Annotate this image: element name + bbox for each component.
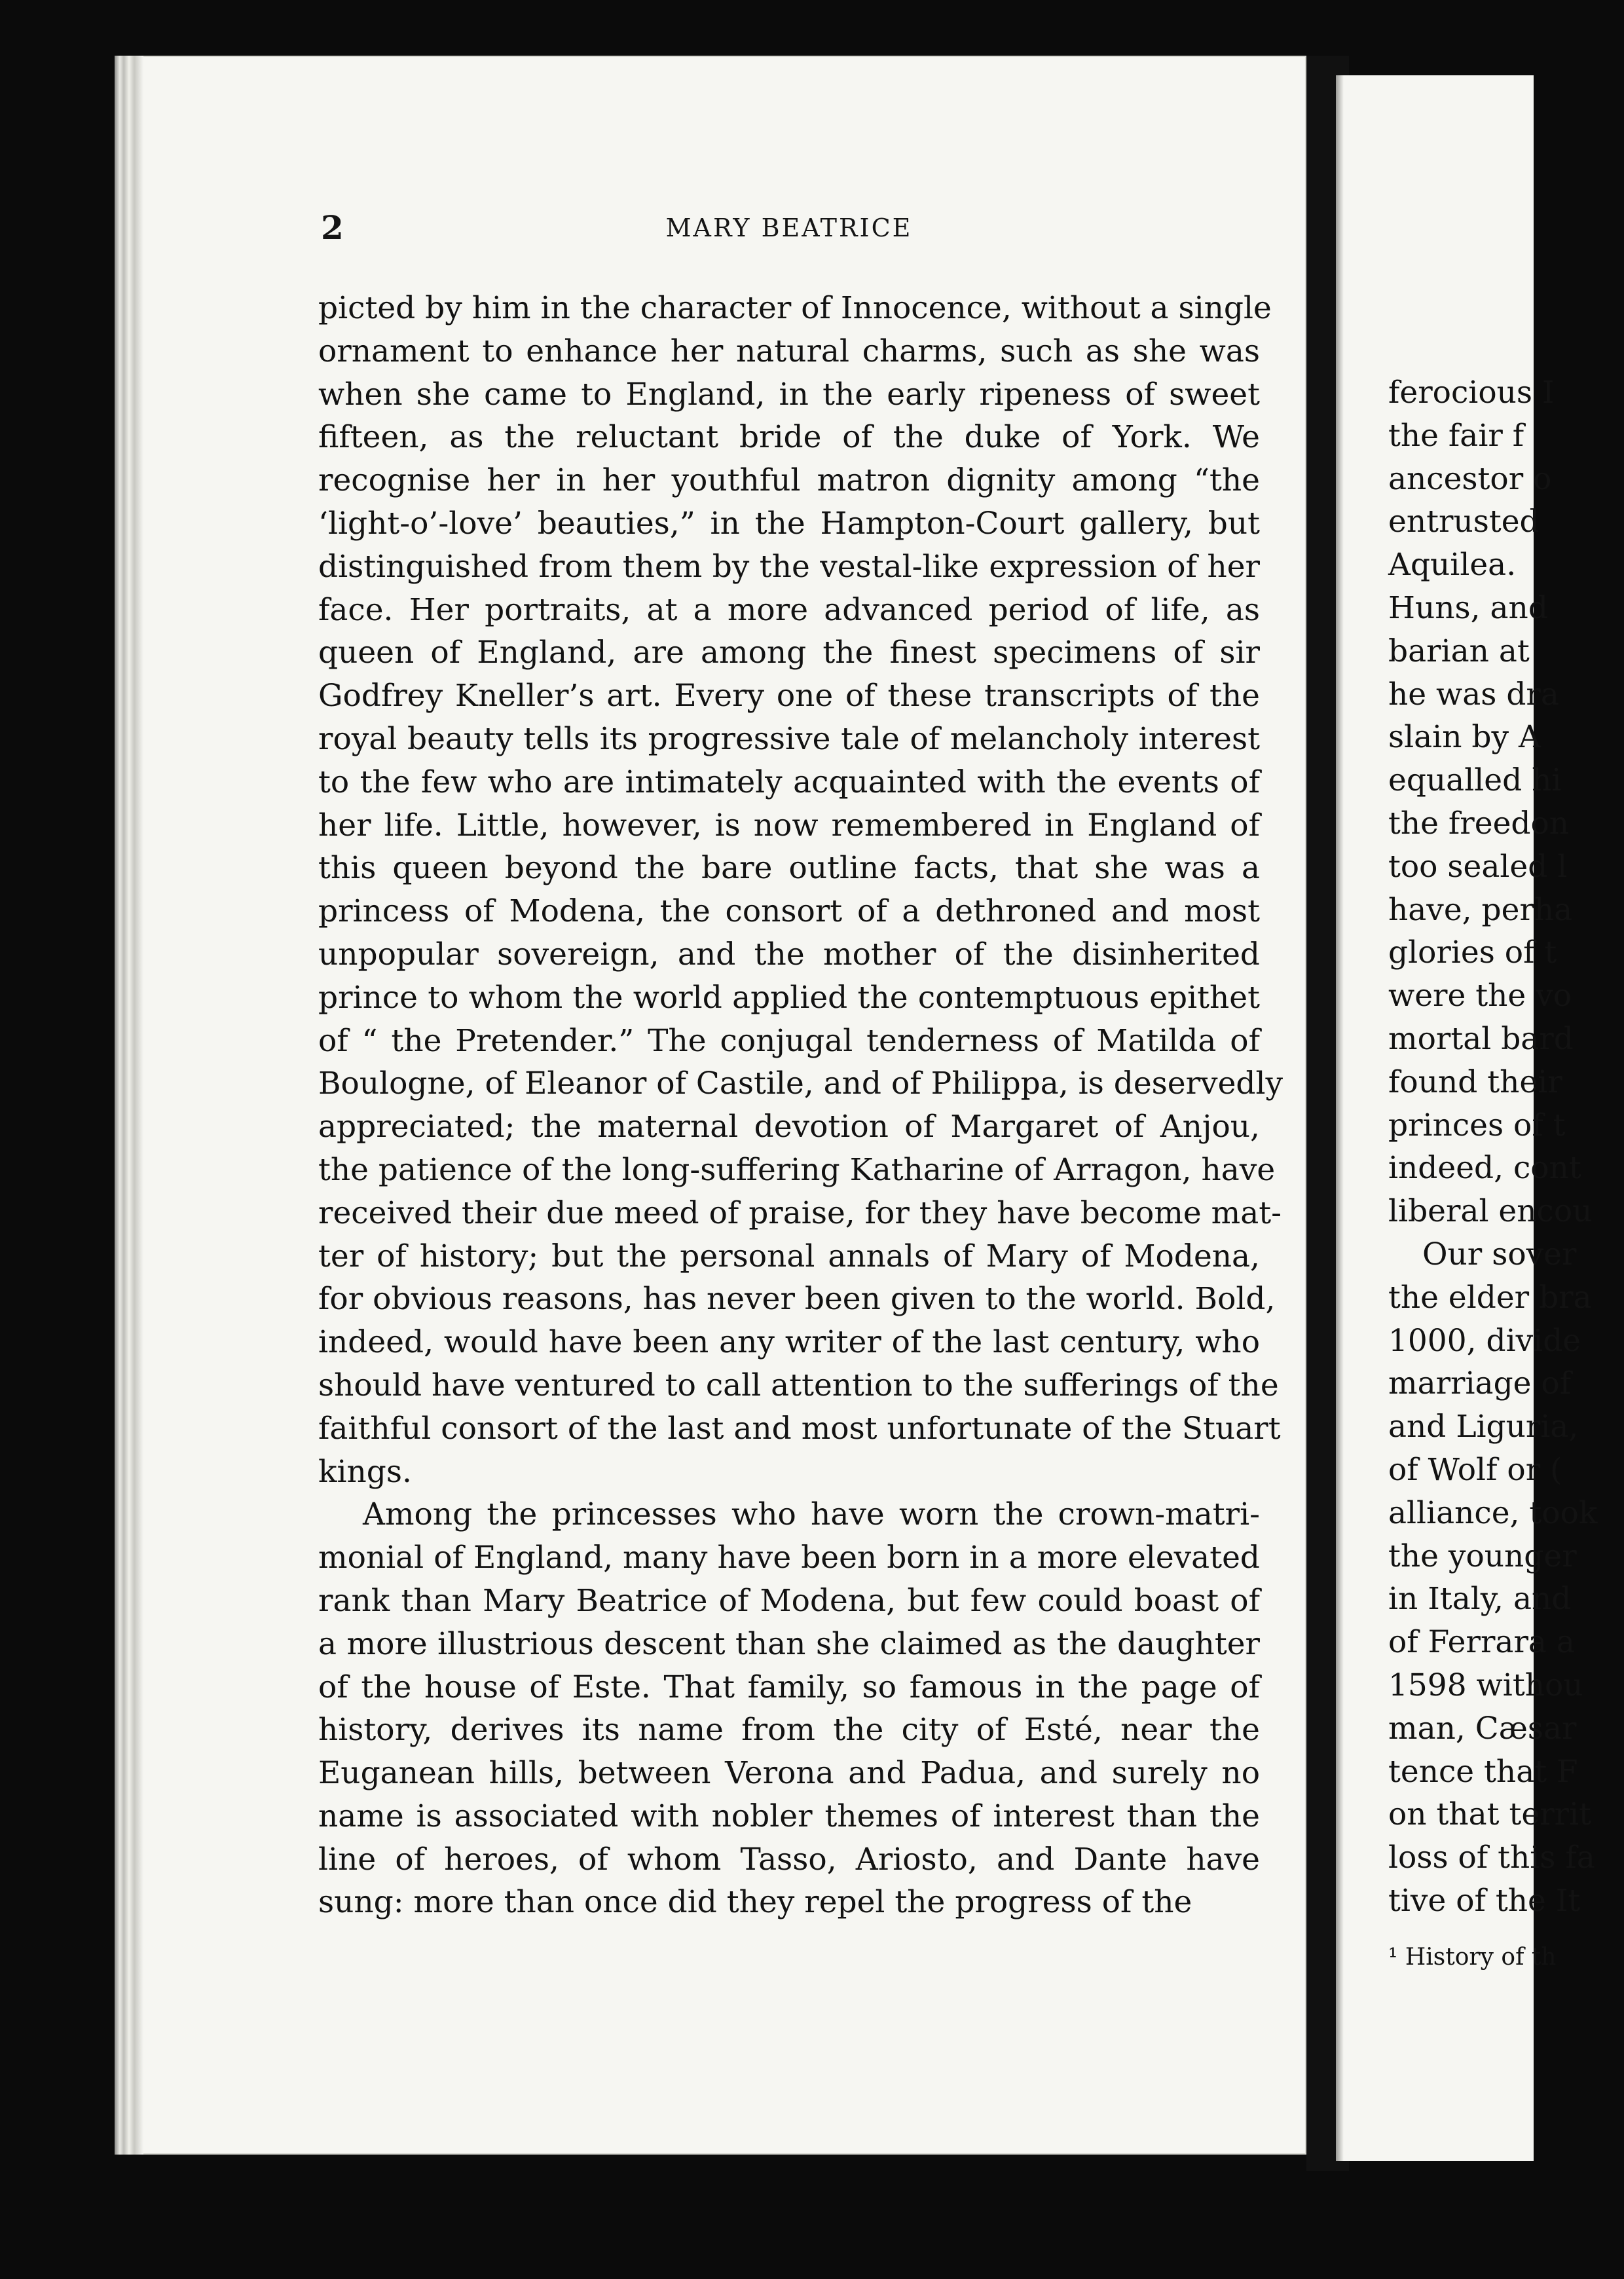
text-line: of “ the Pretender.” The conjugal tenderness of Matilda of (318, 1022, 1260, 1059)
text-line: ornament to enhance her natural charms, such as she was (318, 333, 1260, 369)
right-text-line: the fair f (1388, 417, 1524, 454)
text-line: Euganean hills, between Verona and Padua, and surely no (318, 1755, 1260, 1792)
text-line: her life. Little, however, is now remembered in England of (318, 807, 1260, 843)
right-text-line: glories of t (1388, 935, 1557, 971)
text-line: face. Her portraits, at a more advanced period of life, as (318, 591, 1260, 628)
text-line: queen of England, are among the finest specimens of sir (318, 635, 1260, 671)
text-line: this queen beyond the bare outline facts, that she was a (318, 850, 1260, 887)
text-line: monial of England, many have been born in a more elevated (318, 1540, 1260, 1576)
text-line: indeed, would have been any writer of the last century, who (318, 1324, 1260, 1361)
footnote: ¹ History of th (1388, 1943, 1557, 1971)
text-line: the patience of the long-suffering Katharine of Arragon, have (318, 1151, 1276, 1188)
text-line: when she came to England, in the early ripeness of sweet (318, 376, 1260, 413)
right-text-line: 1000, divide (1388, 1322, 1581, 1359)
right-text-line: equalled hi (1388, 762, 1562, 799)
text-line: name is associated with nobler themes of interest than the (318, 1798, 1260, 1834)
page-edge-stack (115, 56, 143, 2155)
text-line: ‘light-o’-love’ beauties,” in the Hampton-Court gallery, but (318, 505, 1260, 542)
right-text-line: the younger (1388, 1538, 1577, 1574)
right-text-line: mortal bard (1388, 1020, 1574, 1057)
text-line: faithful consort of the last and most unfortunate of the Stuart (318, 1410, 1281, 1447)
right-text-line: slain by A (1388, 719, 1541, 756)
text-line: distinguished from them by the vestal-like expression of her (318, 548, 1260, 585)
text-line: a more illustrious descent than she claimed as the daughter (318, 1625, 1260, 1662)
right-page (1336, 75, 1598, 2161)
right-text-line: loss of this fa (1388, 1840, 1595, 1876)
text-line: kings. (318, 1453, 412, 1490)
text-line: Among the princesses who have worn the crown-matri- (363, 1496, 1260, 1533)
right-text-line: he was dra (1388, 676, 1559, 713)
right-text-line: man, Cæsar (1388, 1710, 1577, 1747)
right-page-edge (1336, 75, 1344, 2161)
text-line: royal beauty tells its progressive tale of melancholy interest (318, 720, 1260, 757)
right-text-line: marriage of (1388, 1365, 1572, 1402)
right-text-line: ferocious I (1388, 375, 1555, 411)
right-text-line: too sealed l (1388, 848, 1568, 885)
text-line: line of heroes, of whom Tasso, Ariosto, and Dante have (318, 1841, 1260, 1878)
text-line: fifteen, as the reluctant bride of the duke of York. We (318, 419, 1260, 456)
text-line: rank than Mary Beatrice of Modena, but few could boast of (318, 1582, 1260, 1619)
right-text-line: barian at (1388, 633, 1530, 669)
text-line: recognise her in her youthful matron dignity among “the (318, 462, 1260, 499)
text-line: Boulogne, of Eleanor of Castile, and of Philippa, is deservedly (318, 1065, 1283, 1102)
text-line: prince to whom the world applied the contemptuous epithet (318, 979, 1260, 1016)
page-number: 2 (321, 208, 344, 247)
right-text-line: found their (1388, 1064, 1562, 1100)
running-head (321, 208, 1257, 248)
right-text-line: and Liguria, (1388, 1409, 1579, 1445)
right-text-line: the elder bra (1388, 1279, 1592, 1316)
right-text-line: Aquilea. (1388, 547, 1517, 584)
right-text-line: 1598 withou (1388, 1667, 1583, 1703)
text-line: appreciated; the maternal devotion of Margaret of Anjou, (318, 1109, 1260, 1145)
text-line: received their due meed of praise, for they have become mat- (318, 1195, 1282, 1231)
right-text-line: liberal encou (1388, 1193, 1593, 1230)
text-line: should have ventured to call attention to the sufferings of the (318, 1367, 1279, 1403)
right-text-line: alliance, took (1388, 1494, 1598, 1531)
right-text-line: ancestor o (1388, 460, 1552, 497)
right-text-line: Huns, and (1388, 589, 1548, 626)
text-line: princess of Modena, the consort of a dethroned and most (318, 893, 1260, 930)
right-page-text (1388, 371, 1624, 1978)
right-text-line: of Wolf or ( (1388, 1451, 1562, 1488)
page-title: MARY BEATRICE (665, 213, 913, 242)
text-line: ter of history; but the personal annals of Mary of Modena, (318, 1238, 1260, 1274)
text-line: unpopular sovereign, and the mother of the disinherited (318, 936, 1260, 973)
right-text-line: of Ferrara a (1388, 1624, 1575, 1661)
right-text-line: princes of t (1388, 1107, 1566, 1143)
right-text-line: tence that F (1388, 1753, 1578, 1790)
text-line: picted by him in the character of Innocence, without a single (318, 290, 1272, 326)
right-text-line: on that territ (1388, 1796, 1592, 1833)
text-line: sung: more than once did they repel the progress of the (318, 1884, 1192, 1921)
right-text-line: entrusted (1388, 504, 1540, 540)
body-text (318, 287, 1283, 1924)
right-text-line: the freedon (1388, 805, 1570, 842)
right-text-line: were the vo (1388, 978, 1572, 1014)
text-line: for obvious reasons, has never been given to the world. Bold, (318, 1281, 1276, 1318)
right-text-line: have, perha (1388, 891, 1573, 928)
right-text-line: indeed, cont (1388, 1150, 1581, 1187)
right-text-line: in Italy, and (1388, 1581, 1572, 1618)
right-text-line: Our sover (1422, 1236, 1577, 1272)
text-line: Godfrey Kneller’s art. Every one of these transcripts of the (318, 678, 1260, 714)
right-text-line: tive of the It (1388, 1882, 1581, 1919)
text-line: to the few who are intimately acquainted with the events of (318, 764, 1260, 800)
text-line: of the house of Este. That family, so famous in the page of (318, 1669, 1260, 1705)
text-line: history, derives its name from the city of Esté, near the (318, 1712, 1260, 1749)
